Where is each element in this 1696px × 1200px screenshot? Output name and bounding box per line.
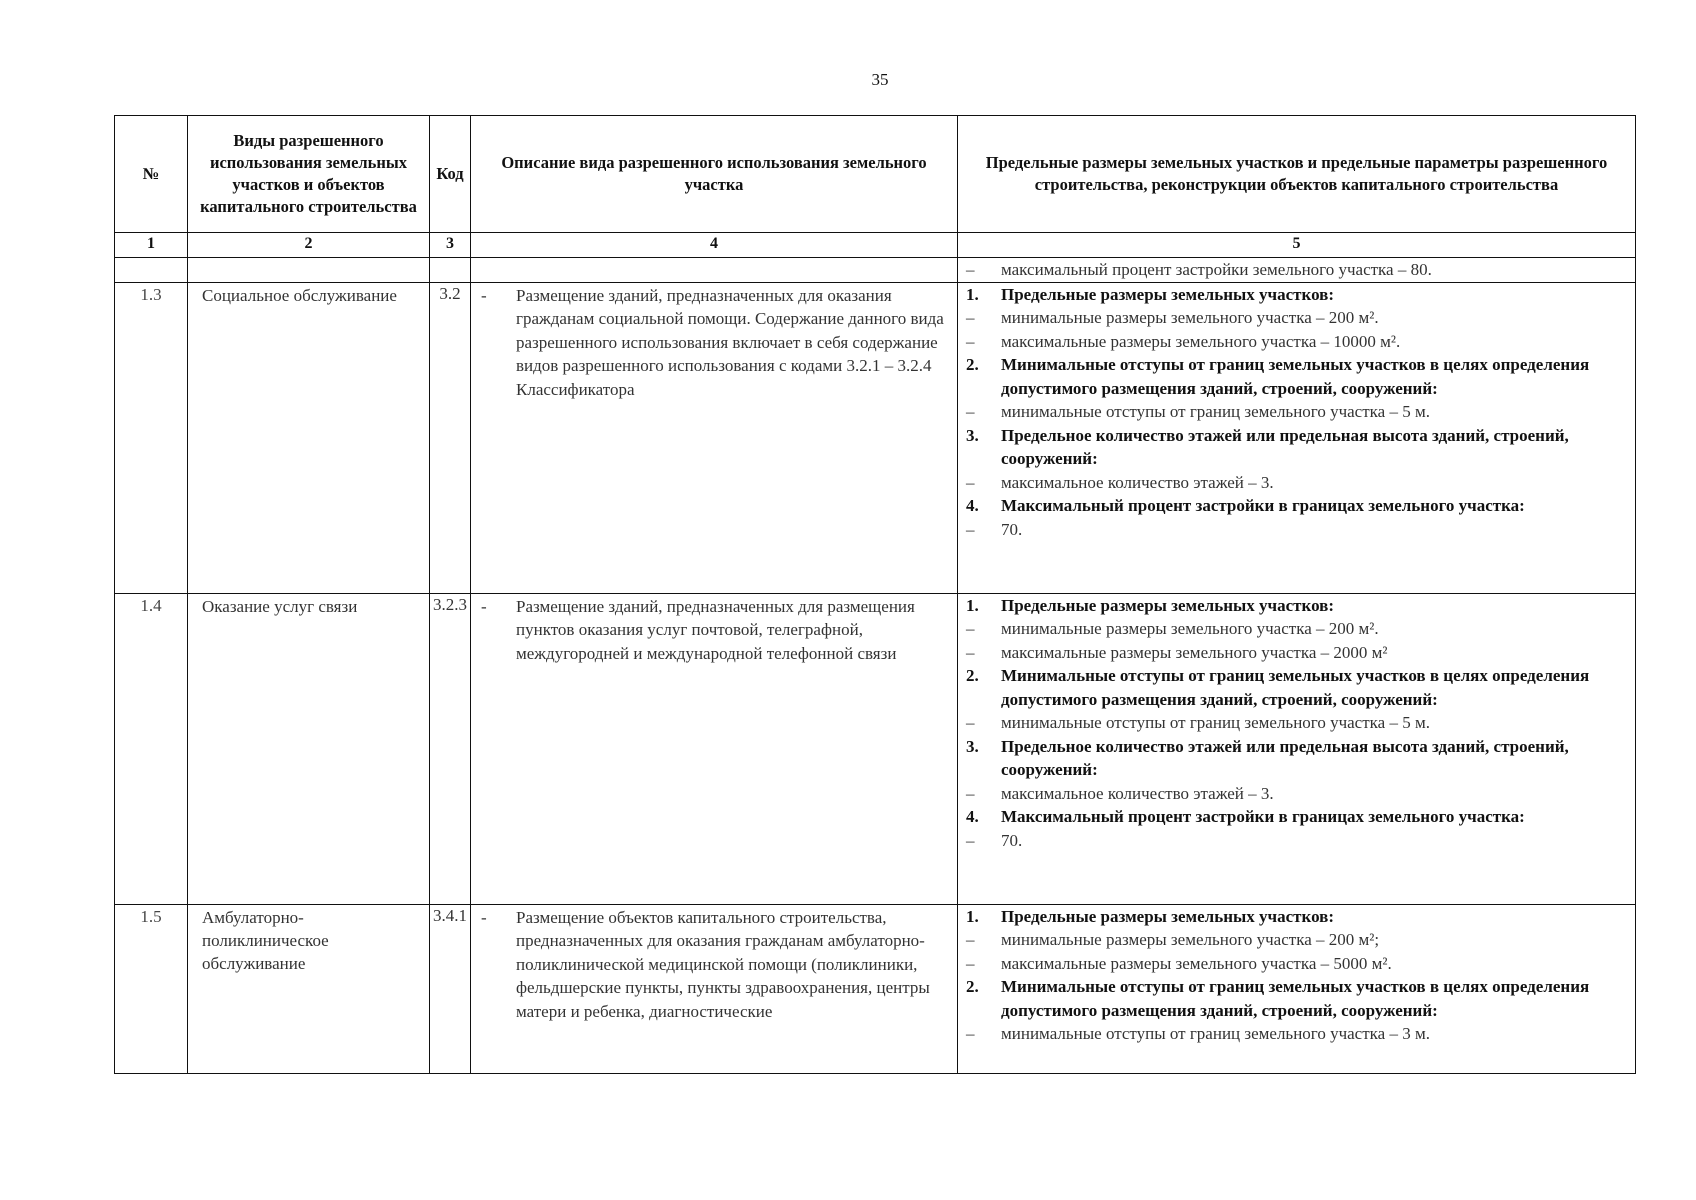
param-marker: – [966,713,975,732]
use-description: Размещение зданий, предназначенных для оказания гражданам социальной помощи. Содержание данного вида разрешенного использования включает в себя содержание видов разрешенного использования с кодами 3.2.1 – 3.2.4 Классификатора [516,285,944,399]
header-code: Код [430,116,471,233]
header-number: № [115,116,188,233]
limits-cell [958,593,1636,904]
param-text: Предельное количество этажей или предельная высота зданий, строений, сооружений: [1001,425,1569,468]
desc-marker: - [481,285,487,305]
param-marker: – [966,783,975,803]
param-text: максимальное количество этажей – 3. [1001,472,1274,492]
param-marker: – [966,830,975,850]
param-text: максимальные размеры земельного участка – 10000 м². [1001,331,1401,351]
column-index: 3 [430,233,471,258]
param-marker: 2. [966,355,979,374]
param-marker: 4. [966,496,979,515]
param-marker: – [966,619,975,638]
param-text: максимальные размеры земельного участка – 2000 м² [1001,642,1388,662]
row-number: 1.3 [115,282,188,593]
param-line [958,258,1635,282]
param-marker: – [966,331,975,351]
param-marker: – [966,308,975,327]
param-marker: – [966,260,975,279]
continuation-row [115,258,1636,283]
regulations-table [114,115,1636,1074]
row-number: 1.4 [115,593,188,904]
param-marker: 4. [966,807,979,826]
header-use-types: Виды разрешенного использования земельных участков и объектов капитального строительства [188,116,430,233]
param-text: максимальный процент застройки земельного участка – 80. [1001,260,1432,279]
page-number: 35 [871,70,889,89]
param-text: минимальные размеры земельного участка – 200 м²; [1001,930,1380,949]
param-text: Предельное количество этажей или предельная высота зданий, строений, сооружений: [1001,736,1569,779]
param-text: 70. [1001,830,1023,850]
column-index: 1 [115,233,188,258]
param-text: Максимальный процент застройки в границах земельного участка: [1001,496,1525,515]
limits-cell [958,904,1636,1073]
header-limits: Предельные размеры земельных участков и предельные параметры разрешенного строительства, реконструкции объектов капитального строительства [958,116,1636,233]
param-marker: 1. [966,284,979,304]
header-description: Описание вида разрешенного использования земельного участка [471,116,958,233]
param-text: Предельные размеры земельных участков: [1001,284,1335,304]
use-type-name: Социальное обслуживание [188,282,430,593]
param-marker: – [966,472,975,492]
param-text: 70. [1001,519,1023,539]
param-marker: 3. [966,736,979,756]
header-row [115,116,1636,233]
param-marker: 1. [966,906,979,926]
use-type-name: Амбулаторно-поликлиническое обслуживание [188,904,430,1073]
param-marker: – [966,519,975,539]
desc-marker: - [481,596,487,616]
param-marker: 2. [966,666,979,685]
param-marker: – [966,930,975,949]
column-index: 2 [188,233,430,258]
param-text: максимальные размеры земельного участка – 5000 м². [1001,953,1392,973]
param-text: Минимальные отступы от границ земельных участков в целях определения допустимого размещения зданий, строений, сооружений: [1001,355,1590,398]
param-text: Минимальные отступы от границ земельных участков в целях определения допустимого размещения зданий, строений, сооружений: [1001,977,1590,1020]
table-row [115,904,1636,1073]
param-text: максимальное количество этажей – 3. [1001,783,1274,803]
column-index: 5 [958,233,1636,258]
param-text: Минимальные отступы от границ земельных участков в целях определения допустимого размещения зданий, строений, сооружений: [1001,666,1590,709]
use-description: Размещение объектов капитального строительства, предназначенных для оказания гражданам амбулаторно-поликлинической медицинской помощи (поликлиники, фельдшерские пункты, пункты здравоохранения, центры матери и ребенка, диагностические [516,907,930,1021]
param-marker: – [966,642,975,662]
param-text: Максимальный процент застройки в границах земельного участка: [1001,807,1525,826]
use-code: 3.4.1 [430,904,471,1073]
param-marker: 3. [966,425,979,445]
param-text: минимальные размеры земельного участка – 200 м². [1001,308,1379,327]
param-marker: – [966,1024,975,1043]
param-marker: – [966,953,975,973]
param-text: минимальные размеры земельного участка – 200 м². [1001,619,1379,638]
param-text: минимальные отступы от границ земельного участка – 3 м. [1001,1024,1430,1043]
column-index-row [115,233,1636,258]
param-text: минимальные отступы от границ земельного участка – 5 м. [1001,402,1430,421]
use-code: 3.2.3 [430,593,471,904]
param-text: Предельные размеры земельных участков: [1001,906,1335,926]
table-row [115,593,1636,904]
param-marker: 2. [966,977,979,996]
use-description: Размещение зданий, предназначенных для размещения пунктов оказания услуг почтовой, телеграфной, междугородней и международной телефонной связи [516,596,915,663]
table-row [115,282,1636,593]
param-text: минимальные отступы от границ земельного участка – 5 м. [1001,713,1430,732]
use-code: 3.2 [430,282,471,593]
use-type-name: Оказание услуг связи [188,593,430,904]
param-text: Предельные размеры земельных участков: [1001,595,1335,615]
row-number: 1.5 [115,904,188,1073]
desc-marker: - [481,907,487,927]
limits-cell [958,282,1636,593]
param-marker: – [966,402,975,421]
column-index: 4 [471,233,958,258]
param-marker: 1. [966,595,979,615]
